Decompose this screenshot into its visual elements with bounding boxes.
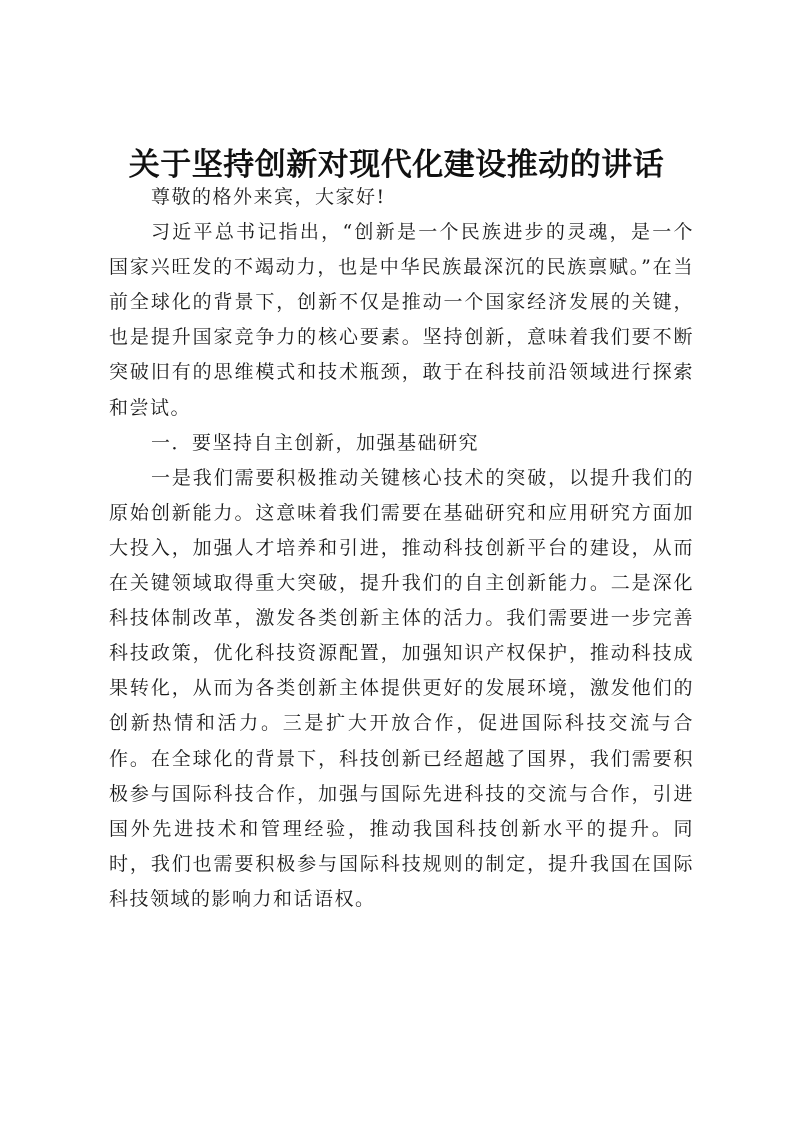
intro-paragraph: 习近平总书记指出，“创新是一个民族进步的灵魂，是一个国家兴旺发的不竭动力，也是中华民族最深沉的民族禀赋。”在当前全球化的背景下，创新不仅是推动一个国家经济发展的关键，也是提升国家竞争力的核心要素。坚持创新，意味着我们要不断突破旧有的思维模式和技术瓶颈，敢于在科技前沿领域进行探索和尝试。 (109, 221, 694, 419)
section-heading: 一．要坚持自主创新，加强基础研究 (151, 431, 480, 454)
document-body (109, 180, 694, 917)
greeting-paragraph: 尊敬的格外来宾，大家好! (151, 186, 386, 208)
section-body-paragraph: 一是我们需要积极推动关键核心技术的突破，以提升我们的原始创新能力。这意味着我们需要在基础研究和应用研究方面加大投入，加强人才培养和引进，推动科技创新平台的建设，从而在关键领域取得重大突破，提升我们的自主创新能力。二是深化科技体制改革，激发各类创新主体的活力。我们需要进一步完善科技政策，优化科技资源配置，加强知识产权保护，推动科技成果转化，从而为各类创新主体提供更好的发展环境，激发他们的创新热情和活力。三是扩大开放合作，促进国际科技交流与合作。在全球化的背景下，科技创新已经超越了国界，我们需要积极参与国际科技合作，加强与国际先进科技的交流与合作，引进国外先进技术和管理经验，推动我国科技创新水平的提升。同时，我们也需要积极参与国际科技规则的制定，提升我国在国际科技领域的影响力和话语权。 (109, 466, 694, 910)
document-title: 关于坚持创新对现代化建设推动的讲话 (128, 147, 665, 183)
